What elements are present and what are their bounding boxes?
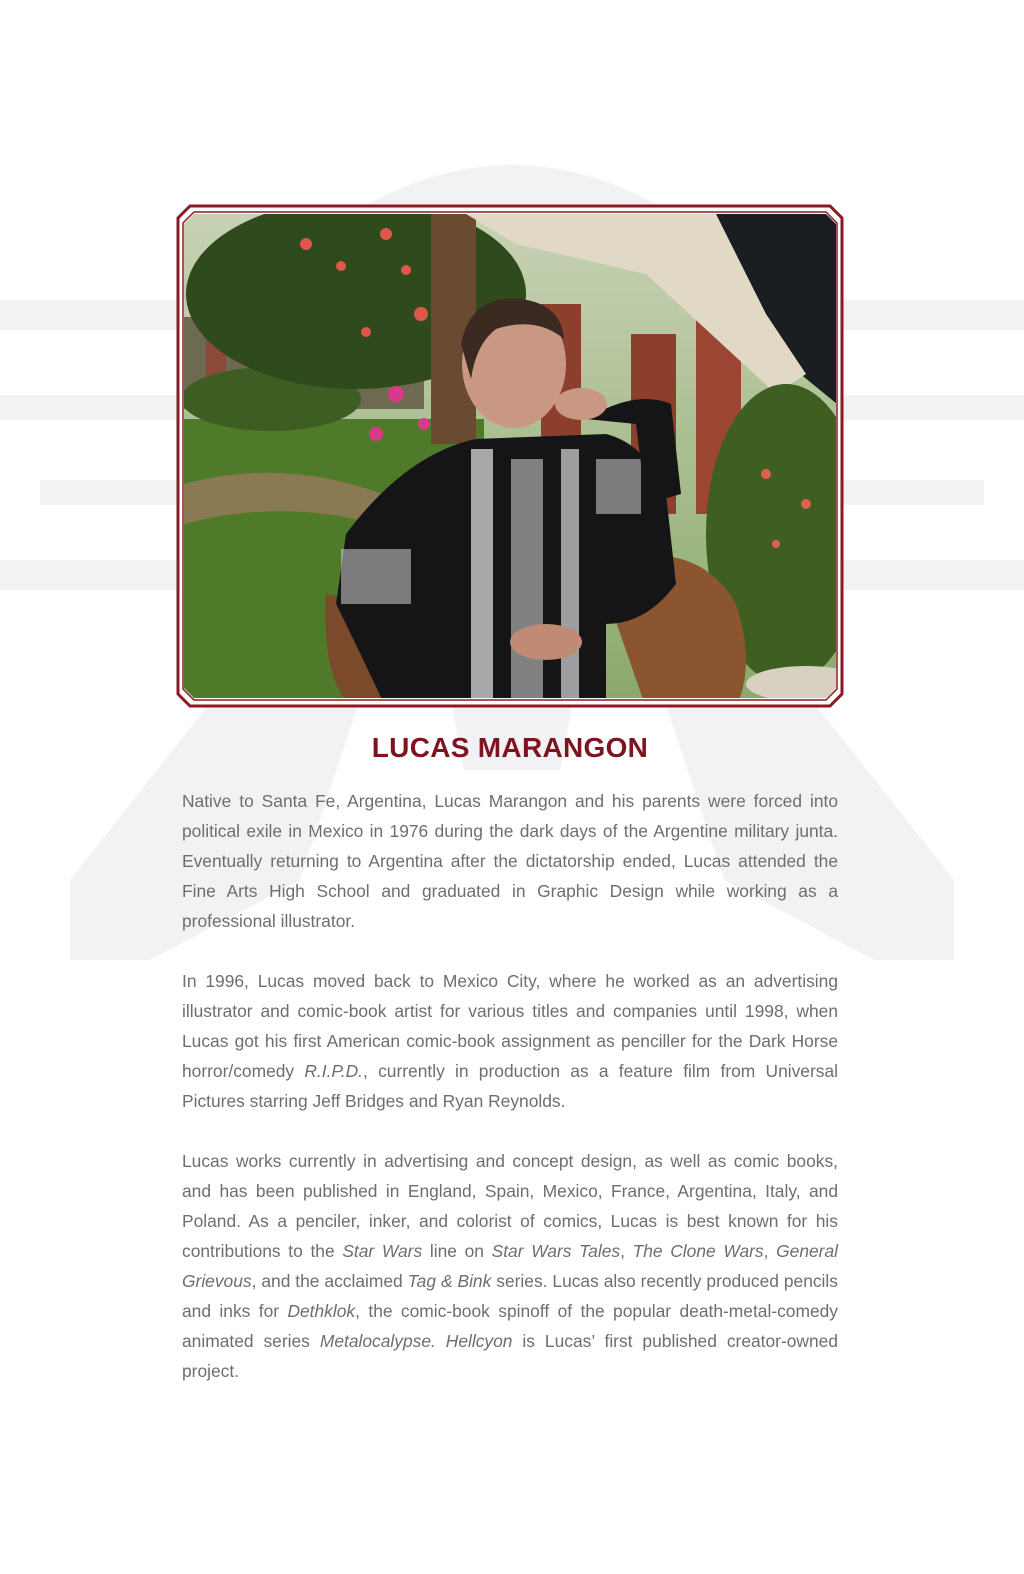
bio-text: ,: [620, 1241, 633, 1261]
author-photo: [176, 204, 844, 708]
bio-paragraph: [182, 966, 838, 1116]
bio-text: series. Lucas also recently produced pencils and inks for: [182, 1271, 838, 1321]
bio-body: [182, 786, 838, 1416]
italic-title: Dethklok: [287, 1301, 356, 1321]
bio-text: , currently in production as a feature film from Universal Pictures starring Jeff Bridges and Ryan Reynolds.: [182, 1061, 838, 1111]
bio-paragraph: [182, 786, 838, 936]
italic-title: R.I.P.D.: [304, 1061, 364, 1081]
italic-title: Tag & Bink: [407, 1271, 492, 1291]
italic-title: Metalocalypse. Hellcyon: [319, 1331, 513, 1351]
bio-text: ,: [763, 1241, 777, 1261]
bio-text: In 1996, Lucas moved back to Mexico City, where he worked as an advertising illustrator and comic-book artist for various titles and companies until 1998, when Lucas got his first American comic-book assignment as penciller for the Dark Horse horror/comedy: [182, 971, 838, 1081]
bio-paragraph: [182, 1146, 838, 1386]
author-name: LUCAS MARANGON: [371, 732, 649, 763]
bio-text: , the comic-book spinoff of the popular death-metal-comedy animated series: [182, 1301, 838, 1351]
italic-title: General Grievous: [182, 1241, 839, 1291]
italic-title: Star Wars Tales: [491, 1241, 621, 1261]
italic-title: The Clone Wars: [632, 1241, 764, 1261]
bio-text: Native to Santa Fe, Argentina, Lucas Marangon and his parents were forced into political exile in Mexico in 1976 during the dark days of the Argentine military junta. Eventually returning to Argentina after the dictatorship ended, Lucas attended the Fine Arts High School and graduated in Graphic Design while working as a professional illustrator.: [182, 791, 838, 931]
bio-text: Lucas works currently in advertising and concept design, as well as comic books, and has been published in England, Spain, Mexico, France, Argentina, Italy, and Poland. As a penciler, inker, and colorist of comics, Lucas is best known for his contributions to the: [182, 1151, 838, 1261]
bio-text: line on: [422, 1241, 492, 1261]
bio-text: is Lucas’ first published creator-owned project.: [182, 1331, 838, 1381]
bio-text: , and the acclaimed: [251, 1271, 408, 1291]
italic-title: Star Wars: [342, 1241, 423, 1261]
